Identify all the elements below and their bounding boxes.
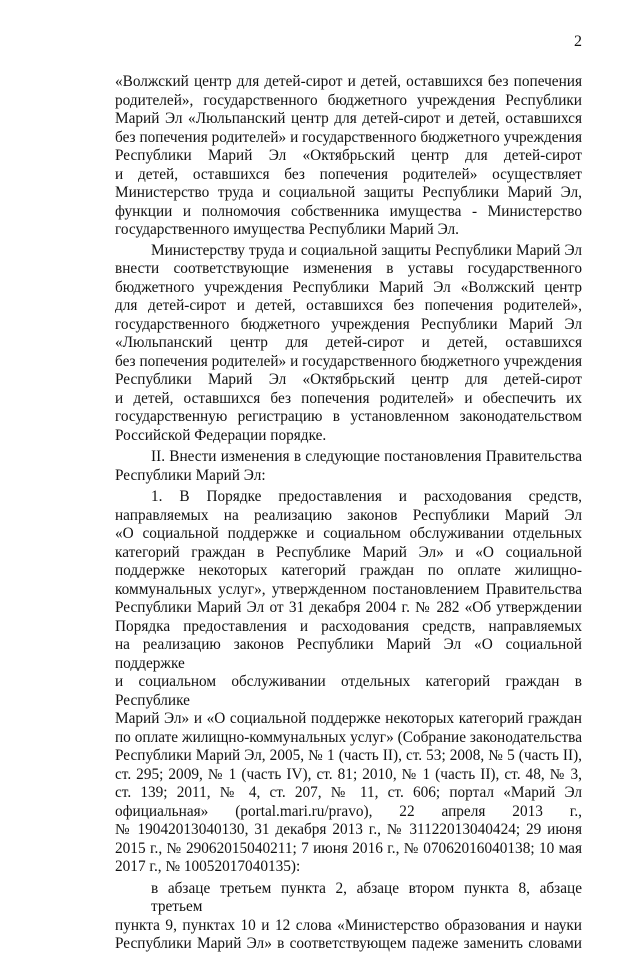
text-line: в абзаце третьем пункта 2, абзаце втором пункта 8, абзаце третьем <box>151 879 582 915</box>
page-number: 2 <box>574 33 582 50</box>
text-line: и детей, оставшихся без попечения родителей» и обеспечить их <box>115 389 582 407</box>
text-line: категорий граждан в Республике Марий Эл» и «О социальной <box>115 543 582 561</box>
text-line: без попечения родителей» и государственного бюджетного учреждения <box>115 128 582 146</box>
text-line: на реализацию законов Республики Марий Эл «О социальной поддержке <box>115 636 582 672</box>
text-line: Республики Марий Эл: <box>115 466 266 484</box>
text-line: Порядка предоставления и расходования средств, направляемых <box>115 617 582 635</box>
text-line: 1. В Порядке предоставления и расходования средств, <box>151 488 582 505</box>
text-line: государственного имущества Республики Марий Эл. <box>115 221 459 238</box>
text-line: государственную регистрацию в установленном законодательством <box>115 408 582 425</box>
text-line: поддержке некоторых категорий граждан по оплате жилищно- <box>115 562 582 579</box>
text-line: пункта 9, пунктах 10 и 12 слова «Министерство образования и науки <box>115 916 582 934</box>
text-line: ст. 139; 2011, № 4, ст. 207, № 11, ст. 606; портал «Марий Эл <box>115 784 582 801</box>
text-line: бюджетного учреждения Республики Марий Эл «Волжский центр <box>115 278 582 296</box>
text-line: Республики Марий Эл «Октябрьский центр для детей-сирот <box>115 371 582 388</box>
text-line: направляемых на реализацию законов Республики Марий Эл <box>115 506 582 524</box>
text-line: Российской Федерации порядке. <box>115 426 327 444</box>
text-line: Министерству труда и социальной защиты Республики Марий Эл <box>151 241 582 259</box>
text-line: «Люльпанский центр для детей-сирот и детей, оставшихся <box>115 334 582 351</box>
text-line: и детей, оставшихся без попечения родителей» осуществляет <box>115 165 582 183</box>
text-line: по оплате жилищно-коммунальных услуг» (Собрание законодательства <box>115 728 582 746</box>
text-line: Республики Марий Эл «Октябрьский центр для детей-сирот <box>115 147 582 164</box>
text-line: «Волжский центр для детей-сирот и детей, оставшихся без попечения <box>115 73 582 90</box>
text-line: Марий Эл «Люльпанский центр для детей-сирот и детей, оставшихся <box>115 110 582 127</box>
text-line: № 19042013040130, 31 декабря 2013 г., № 31122013040424; 29 июня <box>115 821 582 838</box>
text-line: родителей», государственного бюджетного учреждения Республики <box>115 91 582 109</box>
text-line: функции и полномочия собственника имущества - Министерство <box>115 202 582 220</box>
text-line: коммунальных услуг», утвержденном постановлением Правительства <box>115 580 582 598</box>
text-line: 2017 г., № 10052017040135): <box>115 858 301 875</box>
text-line: Республики Марий Эл» в соответствующем падеже заменить словами <box>115 935 582 952</box>
text-line: государственного бюджетного учреждения Республики Марий Эл <box>115 315 582 333</box>
text-line: 2015 г., № 29062015040211; 7 июня 2016 г., № 07062016040138; 10 мая <box>115 839 582 857</box>
text-line: Марий Эл» и «О социальной поддержке некоторых категорий граждан <box>115 710 582 727</box>
text-line: «О социальной поддержке и социальном обслуживании отдельных <box>115 525 582 542</box>
text-line: для детей-сирот и детей, оставшихся без попечения родителей», <box>115 297 582 314</box>
text-line: без попечения родителей» и государственного бюджетного учреждения <box>115 352 582 370</box>
text-line: II. Внести изменения в следующие постановления Правительства <box>151 448 582 465</box>
text-line: Республики Марий Эл, 2005, № 1 (часть II), ст. 53; 2008, № 5 (часть II), <box>115 747 582 764</box>
document-body <box>115 73 582 954</box>
text-line: Республики Марий Эл от 31 декабря 2004 г. № 282 «Об утверждении <box>115 599 582 616</box>
text-line: и социальном обслуживании отдельных категорий граждан в Республике <box>115 673 582 709</box>
text-line: внести соответствующие изменения в уставы государственного <box>115 260 582 277</box>
text-line: Министерство труда и социальной защиты Республики Марий Эл, <box>115 184 582 201</box>
text-line: официальная» (portal.mari.ru/pravo), 22 апреля 2013 г., <box>115 802 582 820</box>
text-line: ст. 295; 2009, № 1 (часть IV), ст. 81; 2010, № 1 (часть II), ст. 48, № 3, <box>115 765 582 783</box>
